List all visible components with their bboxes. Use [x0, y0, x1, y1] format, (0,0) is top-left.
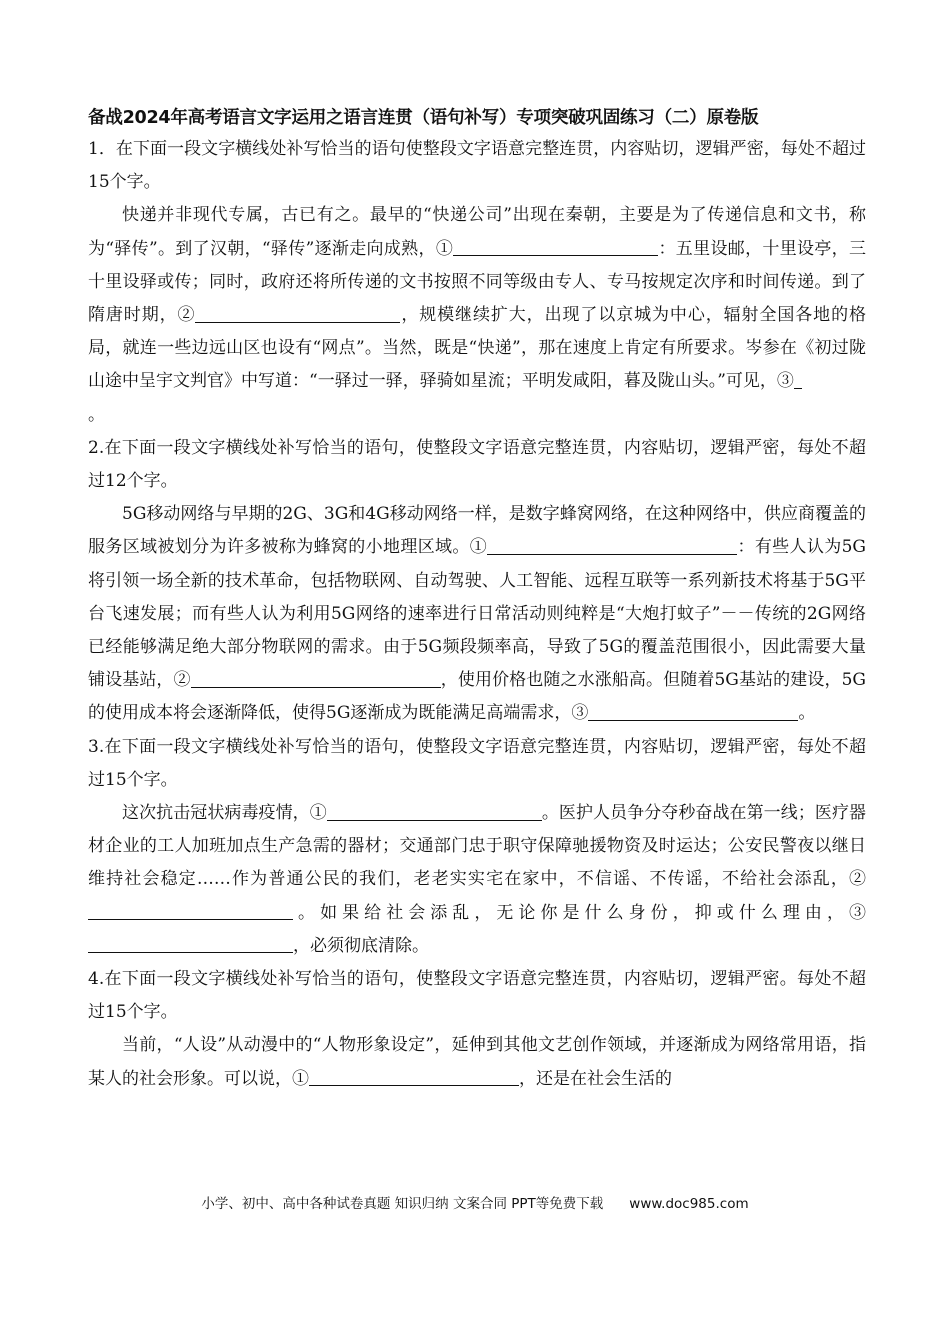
q3-text-1: 这次抗击冠状病毒疫情，①: [122, 803, 327, 824]
q1-blank-1[interactable]: [453, 236, 658, 256]
question-1-prompt: 1．在下面一段文字横线处补写恰当的语句使整段文字语意完整连贯，内容贴切，逻辑严密，每处不超过15个字。: [88, 139, 866, 193]
q1-text-2: ：五里设邮，十里设亭，三十里设驿或传；同时，政府还将所传递的文书按照不同等级由专人、专马按规定次序和时间传递。到了隋唐时期，②: [88, 238, 867, 326]
question-3-passage: [88, 797, 866, 963]
question-4-passage: [88, 1029, 866, 1095]
q2-blank-3[interactable]: [588, 701, 798, 721]
page-footer: [0, 1192, 950, 1212]
question-2-prompt: 2.在下面一段文字横线处补写恰当的语句，使整段文字语意完整连贯，内容贴切，逻辑严密，每处不超过12个字。: [88, 437, 866, 492]
q2-text-3: ，使用价格也随之水涨船高。但随着5G基站的建设，5G的使用成本将会逐渐降低，使得5G逐渐成为既能满足高端需求，③: [88, 670, 866, 724]
q3-text-3: 。如果给社会添乱，无论你是什么身份，抑或什么理由，③: [293, 902, 866, 923]
q3-text-2: 。医护人员争分夺秒奋战在第一线；医疗器材企业的工人加班加点生产急需的器材；交通部门忠于职守保障驰援物资及时运达；公安民警夜以继日维持社会稳定……作为普通公民的我们，老老实实宅在家中，不信谣、不传谣，不给社会添乱，②: [88, 803, 867, 890]
q2-blank-1[interactable]: [487, 535, 737, 555]
q1-blank-2[interactable]: [195, 303, 400, 323]
footer-url[interactable]: www.doc985.com: [629, 1196, 749, 1212]
q1-text-4: 。: [88, 404, 105, 425]
q2-text-2: ：有些人认为5G将引领一场全新的技术革命，包括物联网、自动驾驶、人工智能、远程互联等一系列新技术将基于5G平台飞速发展；而有些人认为利用5G网络的速率进行日常活动则纯粹是“大炮打蚊子”－－传统的2G网络已经能够满足绝大部分物联网的需求。由于5G频段频率高，导致了5G的覆盖范围很小，因此需要大量铺设基站，②: [88, 537, 867, 691]
q3-blank-2[interactable]: [88, 901, 293, 921]
question-4-prompt: 4.在下面一段文字横线处补写恰当的语句，使整段文字语意完整连贯，内容贴切，逻辑严密。每处不超过15个字。: [88, 969, 866, 1023]
q3-text-4: ，必须彻底清除。: [293, 935, 429, 956]
question-2-passage: [88, 498, 866, 730]
q4-text-2: ，还是在社会生活的: [519, 1068, 672, 1089]
q2-blank-2[interactable]: [191, 668, 441, 688]
q1-blank-3[interactable]: [794, 369, 802, 389]
q2-text-1: 5G移动网络与早期的2G、3G和4G移动网络一样，是数字蜂窝网络，在这种网络中，供应商覆盖的服务区域被划分为许多被称为蜂窝的小地理区域。①: [88, 504, 866, 558]
q2-text-4: 。: [798, 703, 816, 724]
q3-blank-3[interactable]: [88, 934, 293, 954]
document-title: 备战2024年高考语言文字运用之语言连贯（语句补写）专项突破巩固练习（二）原卷版: [88, 108, 759, 128]
q4-blank-1[interactable]: [309, 1067, 519, 1087]
document-page: [88, 106, 866, 1096]
q3-blank-1[interactable]: [327, 801, 542, 821]
question-3-prompt: 3.在下面一段文字横线处补写恰当的语句，使整段文字语意完整连贯，内容贴切，逻辑严密，每处不超过15个字。: [88, 736, 866, 790]
footer-text: 小学、初中、高中各种试卷真题 知识归纳 文案合同 PPT等免费下载: [201, 1196, 604, 1212]
question-1-passage: [88, 199, 866, 431]
q1-text-3: ，规模继续扩大，出现了以京城为中心，辐射全国各地的格局，就连一些边远山区也设有“网点”。当然，既是“快递”，那在速度上肯定有所要求。岑参在《初过陇山途中呈宇文判官》中写道：“一驿过一驿，驿骑如星流；平明发咸阳，暮及陇山头。”可见，③: [88, 305, 866, 392]
q1-text-1: 快递并非现代专属，古已有之。最早的“快递公司”出现在秦朝，主要是为了传递信息和文书，称为“驿传”。到了汉朝，“驿传”逐渐走向成熟，①: [88, 205, 866, 259]
q4-text-1: 当前，“人设”从动漫中的“人物形象设定”，延伸到其他文艺创作领域，并逐渐成为网络常用语，指某人的社会形象。可以说，①: [88, 1035, 866, 1089]
